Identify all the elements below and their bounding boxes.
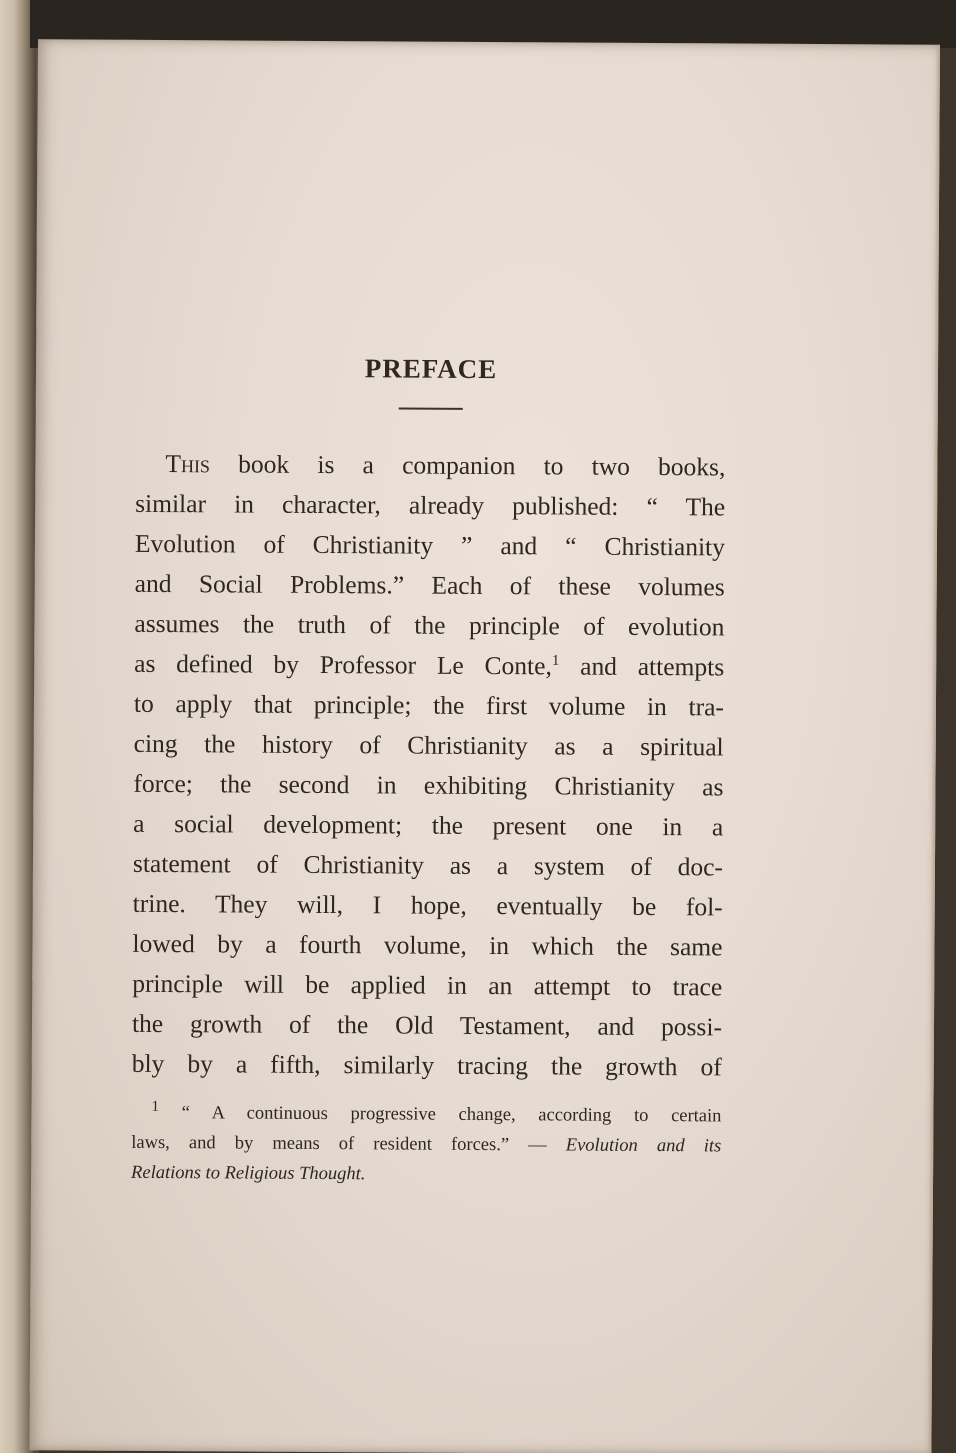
footnote-reference: 1 xyxy=(551,652,560,669)
footnote-marker: 1 xyxy=(151,1098,160,1115)
footnote xyxy=(131,1098,722,1192)
page-content xyxy=(131,350,726,1192)
paragraph-line: Evolution of Christianity ” and “ Christianity xyxy=(134,528,726,562)
paragraph-line: bly by a fifth, similarly tracing the growth of xyxy=(131,1048,722,1082)
page-edge xyxy=(927,45,940,1453)
paragraph-line: to apply that principle; the first volume in tra- xyxy=(133,688,725,722)
paragraph-line: principle will be applied in an attempt to trace xyxy=(132,968,723,1002)
book-page xyxy=(29,39,940,1453)
paragraph-line: a social development; the present one in a xyxy=(133,808,724,842)
paragraph-line: and Social Problems.” Each of these volumes xyxy=(134,568,725,602)
paragraph-lead-word: This xyxy=(165,449,211,479)
preface-paragraph xyxy=(132,444,726,1088)
paragraph-line: assumes the truth of the principle of evolution xyxy=(134,608,725,642)
paragraph-line: statement of Christianity as a system of doc- xyxy=(132,848,724,882)
paragraph-line: lowed by a fourth volume, in which the same xyxy=(132,928,723,962)
paragraph-line: the growth of the Old Testament, and possi- xyxy=(131,1008,723,1042)
footnote-line: Relations to Religious Thought. xyxy=(131,1162,366,1185)
paragraph-line: similar in character, already published: “ The xyxy=(135,488,726,522)
page-title: PREFACE xyxy=(364,353,498,385)
footnote-line: laws, and by means of resident forces.” — Evolution and its xyxy=(131,1132,722,1157)
paragraph-line: force; the second in exhibiting Christianity as xyxy=(133,768,724,802)
paragraph-line: This book is a companion to two books, xyxy=(165,449,726,482)
paragraph-line: trine. They will, I hope, eventually be fol- xyxy=(132,888,723,922)
paragraph-line: as defined by Professor Le Conte,$^1$ and attempts xyxy=(134,648,725,682)
footnote-line: $^1$ “ A continuous progressive change, according to certain xyxy=(151,1098,722,1127)
title-rule xyxy=(399,407,463,409)
paragraph-line: cing the history of Christianity as a spiritual xyxy=(133,728,724,762)
